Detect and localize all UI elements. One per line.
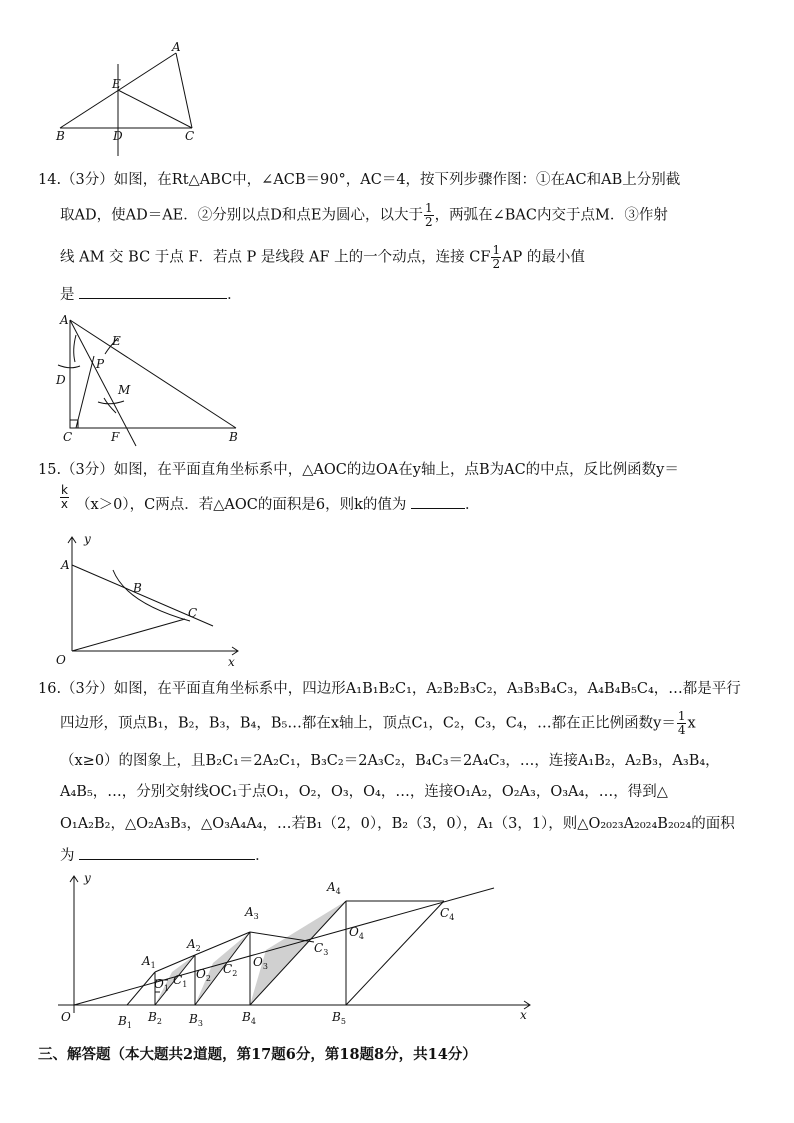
label-o: O xyxy=(61,1010,71,1024)
label-o1: $O_1$ xyxy=(154,977,169,993)
fraction-half-2: $\frac{1}{2}$ xyxy=(492,243,501,271)
q14-number: 14.（3分） xyxy=(38,172,114,188)
q16-line5: O₁A₂B₂，△O₂A₃B₃，△O₃A₄A₄，…若B₁（2，0），B₂（3，0），A₁（3，1），则△O₂₀₂₃A₂₀₂₄B₂₀₂₄的面积 xyxy=(60,816,735,832)
answer-blank-q16[interactable] xyxy=(79,845,255,860)
q16-number: 16.（3分） xyxy=(38,681,114,697)
fraction-half: $\frac{1}{2}$ xyxy=(424,201,433,229)
label-a3: $A_3$ xyxy=(245,905,259,921)
q15-number: 15.（3分） xyxy=(38,462,114,478)
label-a: A xyxy=(60,313,69,327)
figure-q13 xyxy=(0,0,794,160)
axis-x: x xyxy=(520,1008,527,1022)
figure-q15 xyxy=(0,525,794,675)
axis-x: x xyxy=(228,655,235,669)
figure-q16 xyxy=(0,868,794,1038)
label-a2: $A_2$ xyxy=(187,937,201,953)
label-o2: $O_2$ xyxy=(196,967,211,983)
q15-line1: 15.（3分）如图，在平面直角坐标系中，△AOC的边OA在y轴上，点B为AC的中点，反比例函数y＝ xyxy=(38,462,679,478)
label-c1: $C_1$ xyxy=(173,973,188,989)
fraction-quarter: $\frac{1}{4}$ xyxy=(677,709,686,737)
label-o: O xyxy=(56,653,66,667)
label-m: M xyxy=(118,383,131,397)
label-a4: $A_4$ xyxy=(327,880,341,896)
label-d: D xyxy=(113,129,123,143)
label-b: B xyxy=(133,581,142,595)
figure-q14 xyxy=(0,310,794,450)
label-c: C xyxy=(188,606,198,620)
axis-y: y xyxy=(84,532,91,546)
axis-y: y xyxy=(84,871,91,885)
label-f: F xyxy=(111,430,120,444)
label-o4: $O_4$ xyxy=(349,925,364,941)
label-c4: $C_4$ xyxy=(440,906,455,922)
label-c3: $C_3$ xyxy=(314,941,329,957)
label-b1: $B_1$ xyxy=(118,1014,132,1030)
q14-line2: 取AD，使AD＝AE．②分别以点D和点E为圆心，以大于 $\frac{1}{2}$ ，两弧在∠BAC内交于点M．③作射 xyxy=(60,201,668,229)
q14-line1: 14.（3分）如图，在Rt△ABC中，∠ACB＝90°，AC＝4，按下列步骤作图：①在AC和AB上分别截 xyxy=(38,172,681,188)
label-b: B xyxy=(56,129,65,143)
answer-blank-q14[interactable] xyxy=(79,284,227,299)
label-c2: $C_2$ xyxy=(223,962,238,978)
label-b5: $B_5$ xyxy=(332,1010,346,1026)
label-b2: $B_2$ xyxy=(148,1010,162,1026)
label-a: A xyxy=(172,40,181,54)
q16-line3: （x≥0）的图象上，且B₂C₁＝2A₂C₁，B₃C₂＝2A₃C₂，B₄C₃＝2A₄C₃，…，连接A₁B₂，A₂B₃，A₃B₄， xyxy=(60,753,720,769)
label-b3: $B_3$ xyxy=(189,1012,203,1028)
q15-line2: （x＞0），C两点．若△AOC的面积是6，则k的值为 ． xyxy=(76,494,479,515)
label-c: C xyxy=(185,129,195,143)
q14-line3: 线 AM 交 BC 于点 F．若点 P 是线段 AF 上的一个动点，连接 CF $\frac{1}{2}$ AP 的最小值 xyxy=(60,243,585,271)
label-e: E xyxy=(112,77,121,91)
label-d: D xyxy=(56,373,66,387)
q14-line4: 是 ． xyxy=(60,284,242,305)
section-heading: 三、解答题（本大题共2道题，第17题6分，第18题8分，共14分） xyxy=(38,1046,477,1063)
label-e: E xyxy=(112,334,121,348)
fraction-k-over-x: k x xyxy=(60,483,69,511)
q16-line4: A₄B₅，…，分别交射线OC₁于点O₁，O₂，O₃，O₄，…，连接O₁A₂，O₂A₃，O₃A₄，…，得到△ xyxy=(60,784,668,800)
label-p: P xyxy=(96,357,105,371)
label-c: C xyxy=(63,430,73,444)
q16-line2: 四边形，顶点B₁，B₂，B₃，B₄，B₅…都在x轴上，顶点C₁，C₂，C₃，C₄，…都在正比例函数y＝ $\frac{1}{4}$ x xyxy=(60,709,696,737)
answer-blank-q15[interactable] xyxy=(411,494,465,509)
q16-line6: 为 ． xyxy=(60,845,270,866)
label-a: A xyxy=(61,558,70,572)
label-o3: $O_3$ xyxy=(253,955,268,971)
label-b4: $B_4$ xyxy=(242,1010,256,1026)
label-a1: $A_1$ xyxy=(142,954,156,970)
q16-line1: 16.（3分）如图，在平面直角坐标系中，四边形A₁B₁B₂C₁，A₂B₂B₃C₂，A₃B₃B₄C₃，A₄B₄B₅C₄，…都是平行 xyxy=(38,681,741,697)
label-b: B xyxy=(229,430,238,444)
